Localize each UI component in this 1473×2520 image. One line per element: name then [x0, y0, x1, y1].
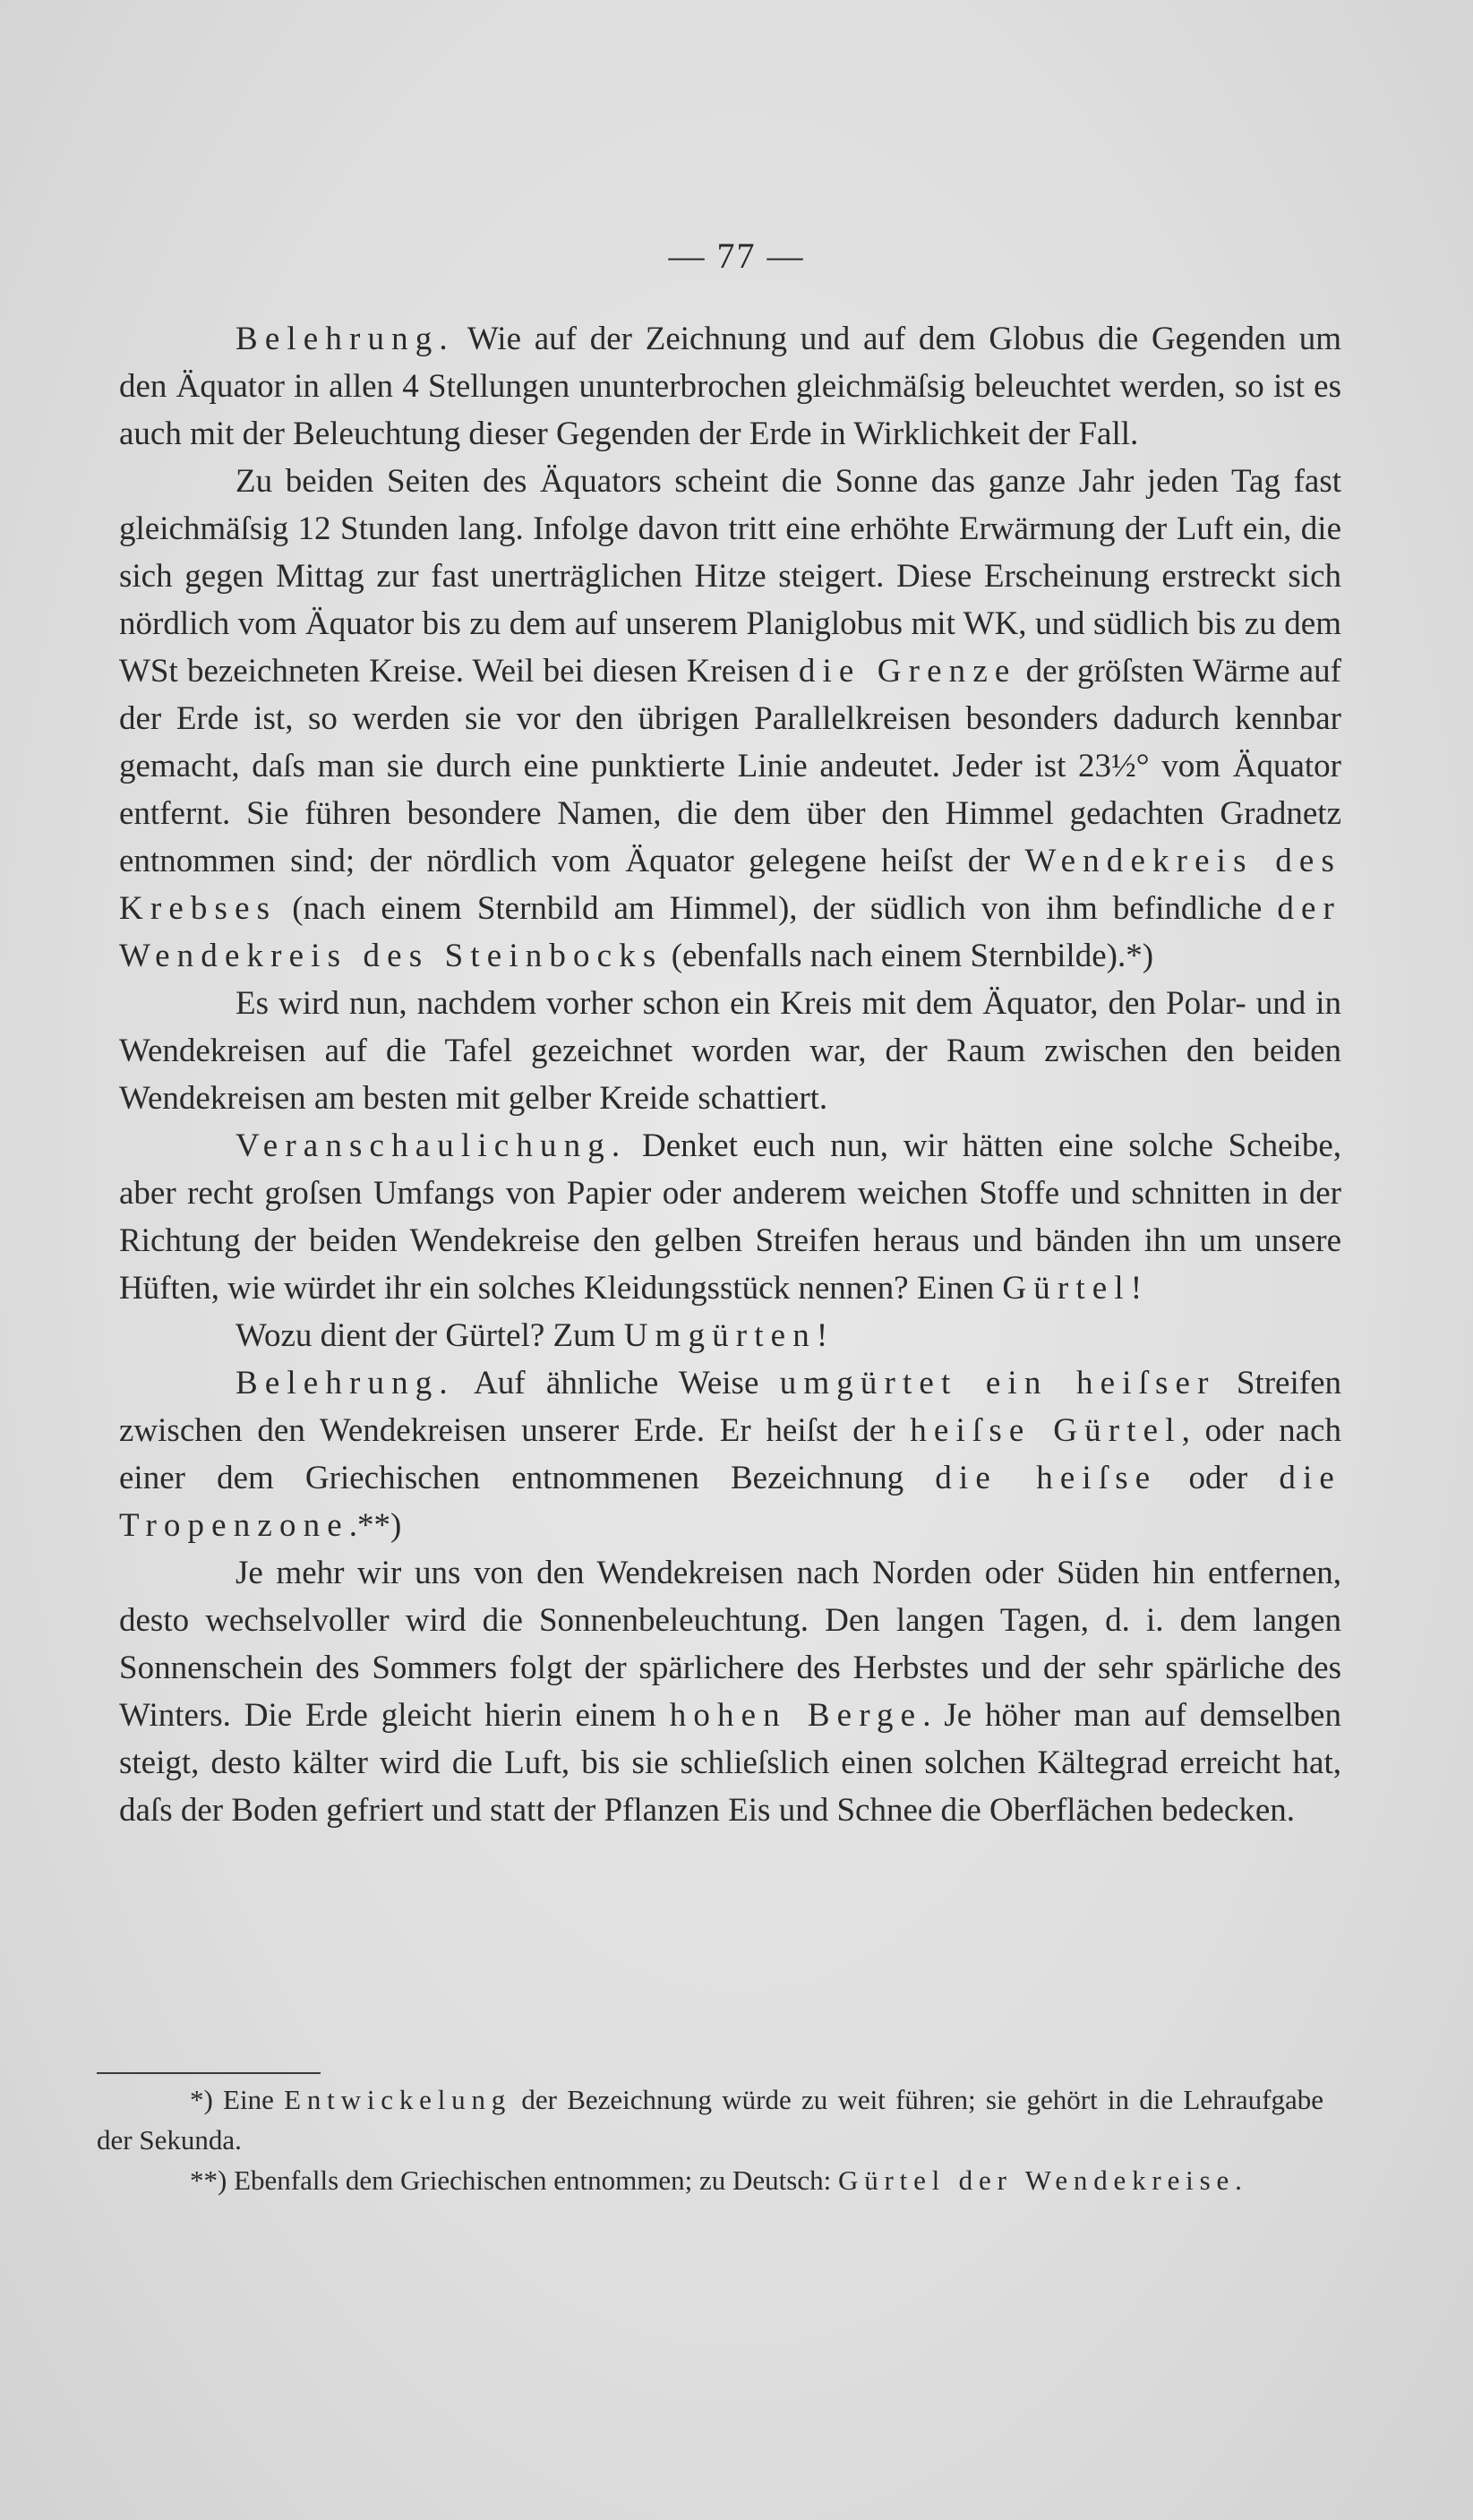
spaced-term: umgürtet ein heiſser — [779, 1365, 1216, 1401]
spaced-term: heiſse Gürtel — [910, 1412, 1182, 1449]
text-run: Je mehr wir uns von den Wendekreisen nach Norden oder Süden hin entfernen, desto wechselvoller wird die Sonnenbeleuchtung. Den langen Tagen, d. i. dem langen Sonnenschein des Sommers folgt der spärlichere des Herbstes und der sehr spärliche des Winters. Die Erde gleicht hierin einem — [119, 1555, 1341, 1734]
paragraph-2 — [119, 458, 1341, 980]
spaced-term: Veranschaulichung. — [236, 1127, 628, 1164]
body-text — [119, 315, 1341, 1834]
text-run: *) Eine — [190, 2084, 285, 2115]
text-run: Denket euch nun, wir hätten eine solche Scheibe, aber recht groſsen Umfangs von Papier oder anderem weichen Stoffe und schnitten in der Richtung der beiden Wendekreise den gelben Streifen heraus und bänden ihn um unsere Hüften, wie würdet ihr ein solches Kleidungsstück nennen? Einen — [119, 1127, 1341, 1307]
text-run: Auf ähnliche Weise — [454, 1365, 780, 1401]
paragraph-4 — [119, 1122, 1341, 1312]
text-run: der Bezeichnung würde zu weit führen; sie gehört in die Lehraufgabe der Sekunda. — [97, 2084, 1323, 2156]
footnotes — [97, 2079, 1323, 2200]
footnote-2 — [97, 2160, 1323, 2200]
spaced-term: Belehrung. — [236, 1365, 455, 1401]
spaced-term: die Tropenzone — [119, 1460, 1341, 1544]
spaced-term: Umgürten — [623, 1317, 817, 1354]
paragraph-1 — [119, 315, 1341, 458]
text-run: .**) — [348, 1507, 402, 1544]
paragraph-6 — [119, 1359, 1341, 1549]
paragraph-3: Es wird nun, nachdem vorher schon ein Kreis mit dem Äquator, den Polar- und in Wendekreisen auf die Tafel gezeichnet worden war, der Raum zwischen den beiden Wendekreisen am besten mit gelber Kreide schattiert. — [119, 985, 1341, 1117]
text-run: Wozu dient der Gürtel? Zum — [236, 1317, 624, 1354]
text-run: **) Ebenfalls dem Griechischen entnommen; zu Deutsch: — [190, 2164, 838, 2196]
spaced-term: Gürtel der Wendekreise — [837, 2164, 1236, 2196]
footnote-1 — [97, 2079, 1323, 2160]
spaced-term: Entwickelung — [284, 2084, 512, 2115]
text-run: oder — [1157, 1460, 1280, 1496]
spaced-term: der Wendekreis des Steinbocks — [119, 890, 1341, 974]
spaced-term: die heiſse — [935, 1460, 1158, 1496]
text-run: , oder nach einer dem Griechischen entnommenen Bezeichnung — [119, 1412, 1341, 1496]
text-run: Streifen zwischen den Wendekreisen unserer Erde. Er heiſst der — [119, 1365, 1341, 1449]
paragraph-7 — [119, 1549, 1341, 1834]
footnote-divider — [97, 2072, 321, 2074]
spaced-term: Wendekreis des Krebses — [119, 843, 1341, 927]
text-run: . Je höher man auf demselben steigt, desto kälter wird die Luft, bis sie schlieſslich einen solchen Kältegrad erreicht hat, daſs der Boden gefriert und statt der Pflanzen Eis und Schnee die Oberflächen bedecken. — [119, 1697, 1341, 1829]
text-run: der gröſsten Wärme auf der Erde ist, so werden sie vor den übrigen Parallelkreisen besonders dadurch kennbar gemacht, daſs man sie durch eine punktierte Linie andeutet. Jeder ist 23½° vom Äquator entfernt. Sie führen besondere Namen, die dem über den Himmel gedachten Gradnetz entnommen sind; der nördlich vom Äquator gelegene heiſst der — [119, 653, 1341, 879]
text-run: Zu beiden Seiten des Äquators scheint die Sonne das ganze Jahr jeden Tag fast gleichmäſsig 12 Stunden lang. Infolge davon tritt eine erhöhte Erwärmung der Luft ein, die sich gegen Mittag zur fast unerträglichen Hitze steigert. Diese Erscheinung erstreckt sich nördlich vom Äquator bis zu dem auf unserem Planiglobus mit WK, und südlich bis zu dem WSt bezeichneten Kreise. Weil bei diesen Kreisen — [119, 463, 1341, 690]
spaced-term: Gürtel — [1002, 1270, 1131, 1307]
spaced-term: hohen Berge — [669, 1697, 923, 1734]
paragraph-5 — [119, 1312, 1341, 1359]
spaced-term: Belehrung. — [236, 321, 455, 357]
text-run: ! — [816, 1317, 828, 1354]
text-run: (ebenfalls nach einem Sternbilde).*) — [663, 938, 1154, 974]
text-run: Wie auf der Zeichnung und auf dem Globus die Gegenden um den Äquator in allen 4 Stellungen ununterbrochen gleichmäſsig beleuchtet werden, so ist es auch mit der Beleuchtung dieser Gegenden der Erde in Wirklichkeit der Fall. — [119, 321, 1341, 452]
spaced-term: die Grenze — [798, 653, 1017, 690]
text-run: ! — [1130, 1270, 1143, 1307]
text-run: . — [1235, 2164, 1242, 2196]
page-number: — 77 — — [668, 236, 805, 276]
text-run: (nach einem Sternbild am Himmel), der südlich von ihm befindliche — [277, 890, 1278, 927]
